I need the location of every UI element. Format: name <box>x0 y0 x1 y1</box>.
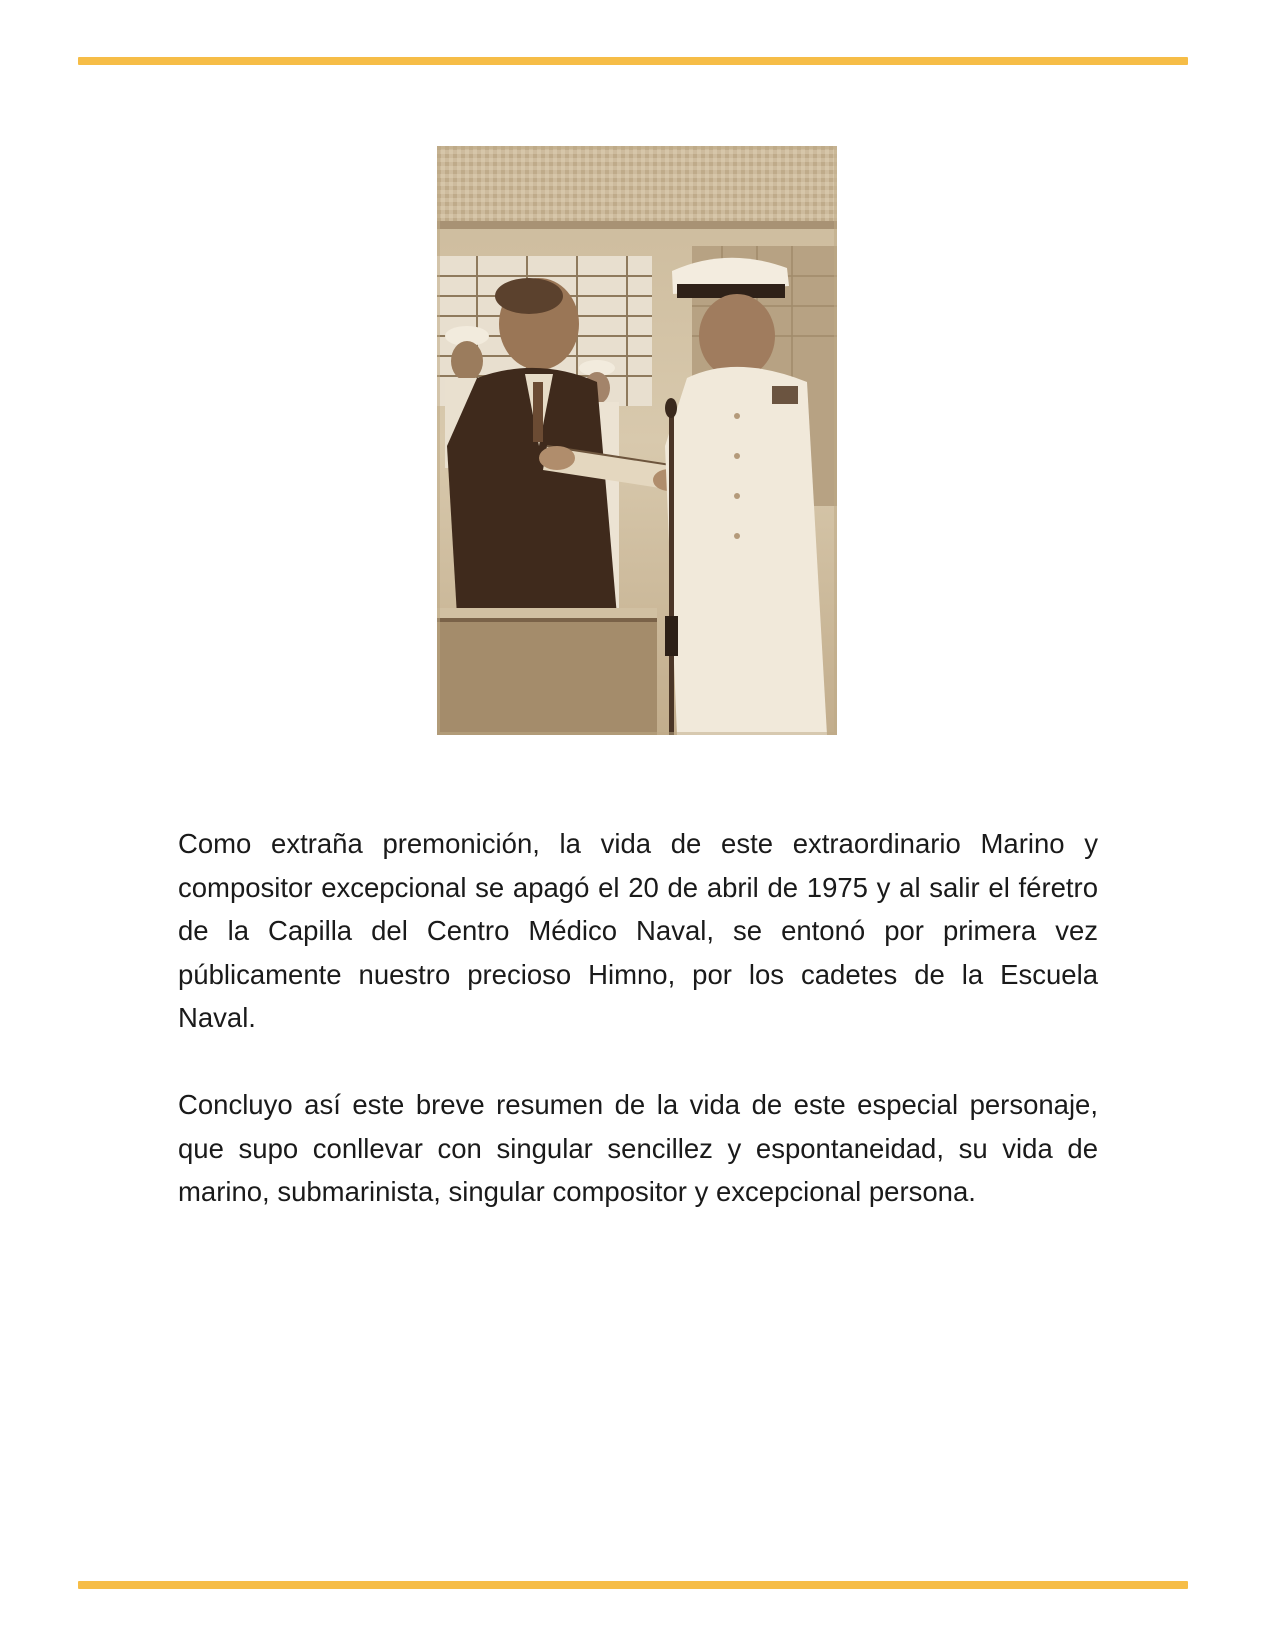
ceremony-photo <box>437 146 837 735</box>
paragraph-conclusion: Concluyo así este breve resumen de la vida de este especial personaje, que supo conllevar con singular sencillez y espontaneidad, su vida de marino, submarinista, singular compositor y excepcional persona. <box>178 1089 1098 1207</box>
ceremony-photo-illustration <box>437 146 837 735</box>
bottom-accent-rule <box>78 1581 1188 1589</box>
paragraph-premonition: Como extraña premonición, la vida de este extraordinario Marino y compositor excepcional se apagó el 20 de abril de 1975 y al salir el féretro de la Capilla del Centro Médico Naval, se entonó por primera vez públicamente nuestro precioso Himno, por los cadetes de la Escuela Naval. <box>178 828 1098 1033</box>
top-accent-rule <box>78 57 1188 65</box>
